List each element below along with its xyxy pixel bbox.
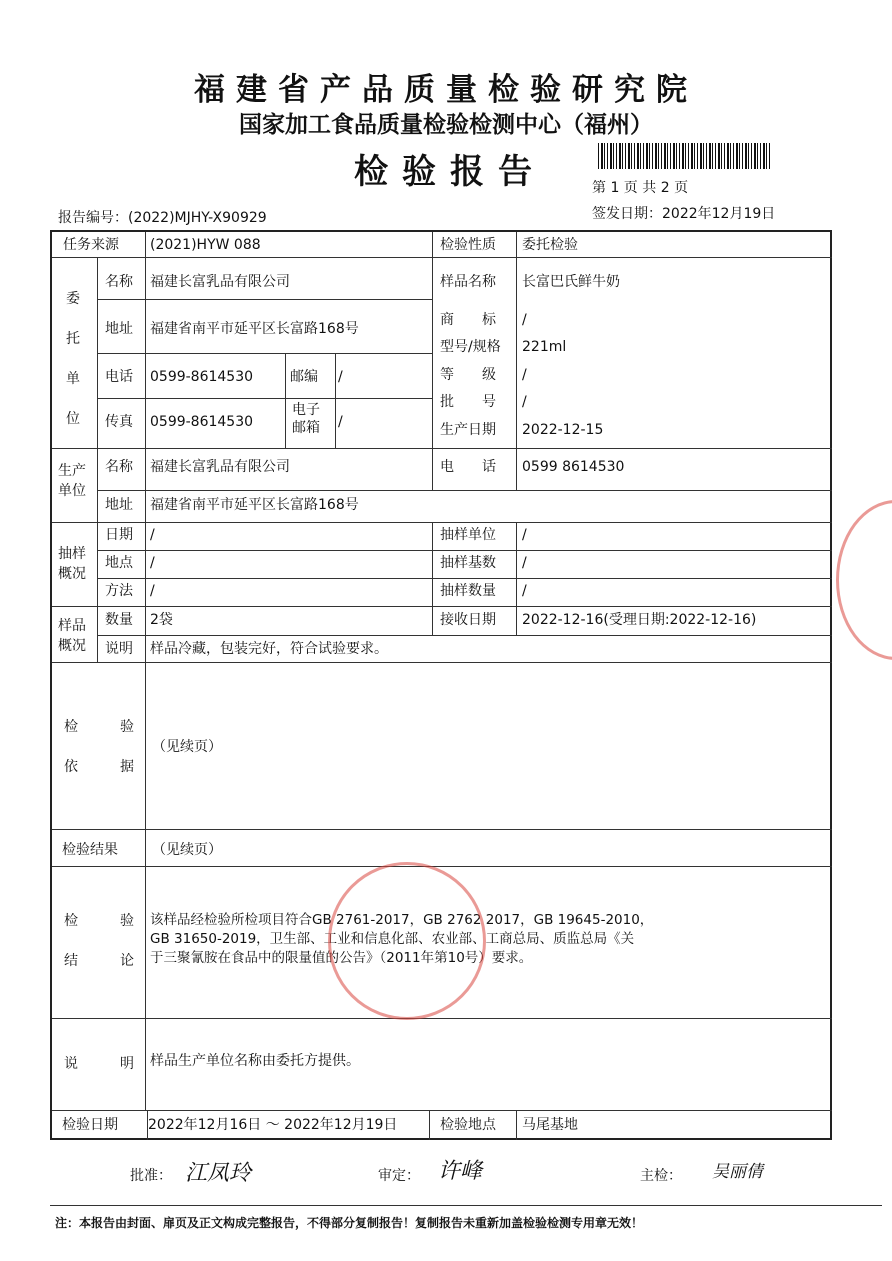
- producer-label-2: 单位: [58, 483, 86, 499]
- institute-title: 福建省产品质量检验研究院: [194, 72, 698, 108]
- report-title: 检验报告: [354, 152, 546, 192]
- basis-value: （见续页）: [152, 739, 222, 755]
- email-label-1: 电子: [292, 402, 320, 418]
- description-label: 说明: [105, 641, 133, 657]
- sample-name: 长富巴氏鲜牛奶: [522, 274, 620, 290]
- report-number: 报告编号：(2022)MJHY-X90929: [58, 210, 267, 226]
- conclusion-line-3: 于三聚氰胺在食品中的限量值的公告》（2011年第10号）要求。: [150, 950, 533, 966]
- producer-phone: 0599 8614530: [522, 459, 625, 475]
- sampling-qty-label: 抽样数量: [440, 583, 496, 599]
- model-value: 221ml: [522, 339, 567, 355]
- result-value: （见续页）: [152, 842, 222, 858]
- sampling-label-2: 概况: [58, 566, 86, 582]
- review-signature: 许峰: [438, 1159, 483, 1184]
- barcode: [598, 143, 770, 169]
- basis-label-b: 依 据: [64, 759, 134, 775]
- producer-phone-label: 电 话: [440, 459, 496, 475]
- postcode-value: /: [338, 369, 343, 385]
- sampling-qty: /: [522, 583, 527, 599]
- nature-label: 检验性质: [440, 237, 496, 253]
- postcode-label: 邮编: [290, 369, 318, 385]
- client-label-4: 位: [66, 411, 80, 427]
- brand-value: /: [522, 312, 527, 328]
- brand-label: 商 标: [440, 312, 496, 328]
- sample-label-2: 概况: [58, 638, 86, 654]
- sample-name-label: 样品名称: [440, 274, 496, 290]
- model-label: 型号/规格: [440, 339, 501, 355]
- test-date: 2022年12月16日 ～ 2022年12月19日: [148, 1117, 398, 1133]
- page-info: 第 1 页 共 2 页: [592, 180, 689, 196]
- sampling-unit: /: [522, 527, 527, 543]
- center-title: 国家加工食品质量检验检测中心（福州）: [239, 111, 653, 138]
- receive-value: 2022-12-16(受理日期:2022-12-16): [522, 612, 757, 628]
- conclusion-label-a: 检 验: [64, 913, 134, 929]
- footnote: 注：本报告由封面、扉页及正文构成完整报告，不得部分复制报告！复制报告未重新加盖检验检测专用章无效！: [55, 1216, 644, 1230]
- sampling-date-label: 日期: [105, 527, 133, 543]
- client-phone: 0599-8614530: [150, 369, 254, 385]
- sampling-base-label: 抽样基数: [440, 555, 496, 571]
- main-inspector-label: 主检：: [640, 1168, 682, 1184]
- test-place-label: 检验地点: [440, 1117, 496, 1133]
- producer-name: 福建长富乳品有限公司: [150, 459, 290, 475]
- client-phone-label: 电话: [105, 369, 133, 385]
- sampling-base: /: [522, 555, 527, 571]
- note-label: 说 明: [64, 1056, 134, 1072]
- producer-address-label: 地址: [105, 497, 133, 513]
- client-name-label: 名称: [105, 274, 133, 290]
- note-value: 样品生产单位名称由委托方提供。: [150, 1053, 360, 1069]
- basis-label-a: 检 验: [64, 719, 134, 735]
- result-label: 检验结果: [62, 842, 118, 858]
- official-seal: [328, 862, 486, 1020]
- quantity-value: 2袋: [150, 612, 173, 628]
- receive-label: 接收日期: [440, 612, 496, 628]
- producer-address: 福建省南平市延平区长富路168号: [150, 497, 359, 513]
- nature-value: 委托检验: [522, 237, 578, 253]
- client-name: 福建长富乳品有限公司: [150, 274, 290, 290]
- client-address-label: 地址: [105, 321, 133, 337]
- client-fax: 0599-8614530: [150, 414, 254, 430]
- sampling-method: /: [150, 583, 155, 599]
- prod-date-label: 生产日期: [440, 422, 496, 438]
- client-label-2: 托: [66, 331, 80, 347]
- quantity-label: 数量: [105, 612, 133, 628]
- producer-label-1: 生产: [58, 463, 86, 479]
- batch-value: /: [522, 394, 527, 410]
- test-place: 马尾基地: [522, 1117, 578, 1133]
- test-date-label: 检验日期: [62, 1117, 118, 1133]
- task-source-label: 任务来源: [63, 237, 119, 253]
- description-value: 样品冷藏，包装完好，符合试验要求。: [150, 641, 388, 657]
- email-value: /: [338, 414, 343, 430]
- sampling-label-1: 抽样: [58, 546, 86, 562]
- grade-value: /: [522, 367, 527, 383]
- client-address: 福建省南平市延平区长富路168号: [150, 321, 359, 337]
- conclusion-line-1: 该样品经检验所检项目符合GB 2761-2017，GB 2762 2017，GB 19645-2010，: [150, 912, 654, 928]
- sampling-unit-label: 抽样单位: [440, 527, 496, 543]
- conclusion-line-2: GB 31650-2019，卫生部、工业和信息化部、农业部、工商总局、质监总局《关: [150, 931, 635, 947]
- sampling-method-label: 方法: [105, 583, 133, 599]
- main-inspector-signature: 吴丽倩: [712, 1162, 763, 1182]
- client-fax-label: 传真: [105, 414, 133, 430]
- batch-label: 批 号: [440, 394, 496, 410]
- client-label-3: 单: [66, 371, 80, 387]
- approve-signature: 江凤玲: [185, 1161, 252, 1186]
- sampling-place-label: 地点: [105, 555, 133, 571]
- footer-divider: [50, 1205, 882, 1206]
- prod-date: 2022-12-15: [522, 422, 604, 438]
- client-label-1: 委: [66, 291, 80, 307]
- producer-name-label: 名称: [105, 459, 133, 475]
- task-source-value: (2021)HYW 088: [150, 237, 261, 253]
- grade-label: 等 级: [440, 367, 496, 383]
- conclusion-label-b: 结 论: [64, 953, 134, 969]
- email-label-2: 邮箱: [292, 420, 320, 436]
- sampling-place: /: [150, 555, 155, 571]
- sample-label-1: 样品: [58, 618, 86, 634]
- review-label: 审定：: [378, 1168, 420, 1184]
- sampling-date: /: [150, 527, 155, 543]
- issue-date: 签发日期：2022年12月19日: [592, 206, 776, 222]
- approve-label: 批准：: [130, 1168, 172, 1184]
- seam-seal: [836, 500, 892, 660]
